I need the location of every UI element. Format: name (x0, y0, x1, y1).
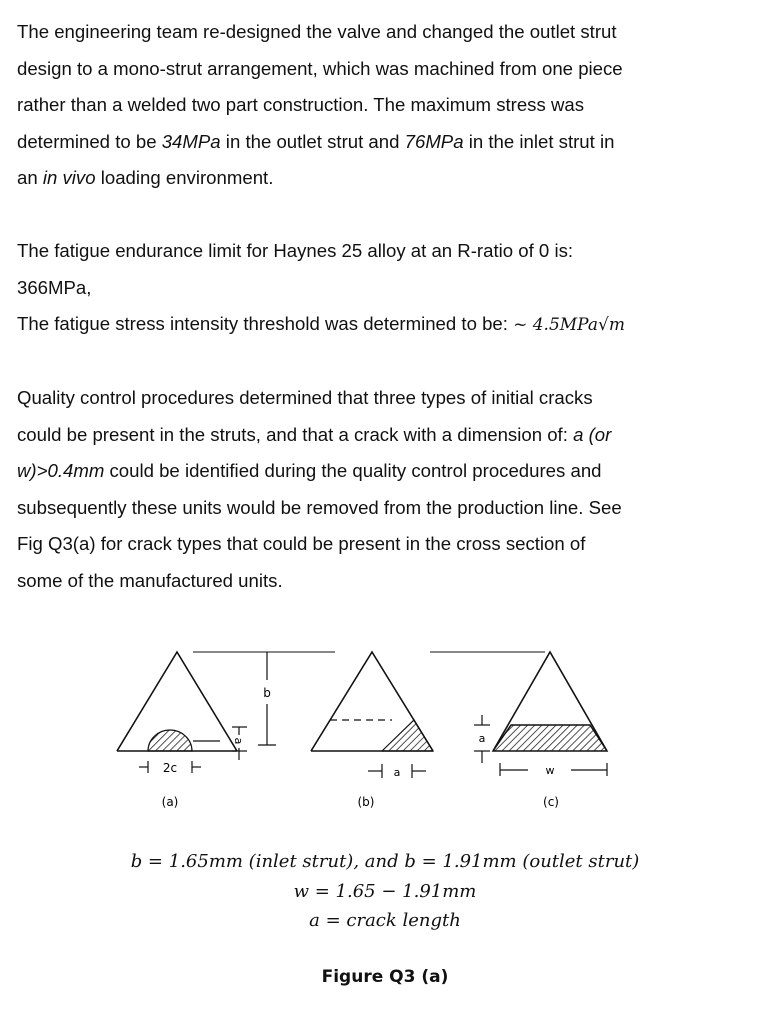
paragraph-fatigue-properties (17, 233, 757, 344)
label-a: a (478, 732, 486, 745)
text-line: could be present in the struts, and that a crack with a dimension of: a (or (17, 423, 612, 445)
text-line: The fatigue stress intensity threshold was determined to be: ~ 4.5MPa√m (17, 313, 625, 336)
outlet-stress: 34MPa (161, 130, 221, 152)
text-line: design to a mono-strut arrangement, which was machined from one piece (17, 57, 623, 79)
triangle-b (311, 652, 433, 809)
figure-caption: Figure Q3 (a) (321, 967, 449, 987)
threshold-value: ~ 4.5MPa√m (513, 315, 625, 336)
caption-c: (c) (543, 795, 559, 809)
label-a: a (393, 766, 401, 779)
label-b: b (263, 686, 271, 700)
text-line: 366MPa, (17, 276, 92, 298)
text-line: subsequently these units would be removed from the production line. See (17, 496, 622, 518)
caption-a: (a) (161, 795, 179, 809)
text-line: Quality control procedures determined that three types of initial cracks (17, 387, 593, 408)
label-w: w (545, 764, 555, 777)
text-line: The engineering team re-designed the valve and changed the outlet strut (17, 21, 617, 42)
paragraph-quality-control (17, 380, 757, 600)
text-line: rather than a welded two part construction. The maximum stress was (17, 94, 585, 116)
equation-w-range: w = 1.65 − 1.91mm (293, 881, 477, 902)
text-line: w)>0.4mm could be identified during the quality control procedures and (17, 460, 602, 482)
paragraph-valve-redesign (17, 14, 757, 197)
caption-b: (b) (357, 795, 375, 809)
text-line: The fatigue endurance limit for Haynes 25 alloy at an R-ratio of 0 is: (17, 240, 574, 261)
inlet-stress: 76MPa (404, 130, 464, 152)
text-line: determined to be 34MPa in the outlet strut and 76MPa in the inlet strut in (17, 130, 615, 152)
label-a: a (232, 737, 245, 745)
label-2c: 2c (162, 761, 178, 775)
triangle-c (430, 652, 607, 809)
text-line: an in vivo loading environment. (17, 167, 274, 189)
text-line: Fig Q3(a) for crack types that could be present in the cross section of (17, 533, 586, 555)
text-line: some of the manufactured units. (17, 569, 283, 591)
triangle-a (117, 652, 247, 809)
equation-b-values: b = 1.65mm (inlet strut), and b = 1.91mm (outlet strut) (130, 851, 640, 872)
crack-types-figure (0, 630, 770, 830)
dimension-b (193, 652, 335, 745)
equation-a-definition: a = crack length (309, 910, 461, 931)
